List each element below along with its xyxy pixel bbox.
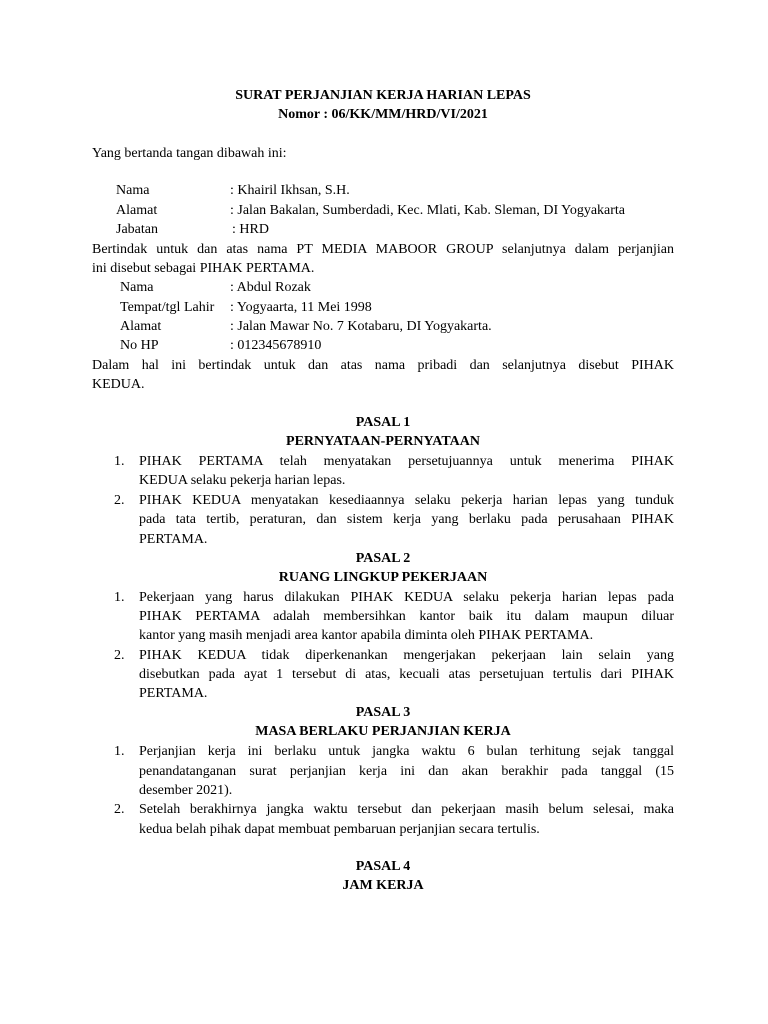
list-item-line: PIHAK KEDUA menyatakan kesediaannya selaku pekerja harian lepas yang tunduk bbox=[139, 493, 674, 508]
pasal-heading: MASA BERLAKU PERJANJIAN KERJA bbox=[255, 724, 511, 739]
first-party-statement-line: ini disebut sebagai PIHAK PERTAMA. bbox=[92, 261, 315, 276]
pasal-heading: PERNYATAAN-PERNYATAAN bbox=[286, 434, 480, 449]
list-number: 1. bbox=[114, 590, 125, 605]
pasal-number: PASAL 3 bbox=[355, 705, 411, 720]
field-value: : 012345678910 bbox=[230, 338, 322, 353]
list-item-line: pada tata tertib, peraturan, dan sistem kerja yang berlaku pada perusahaan PIHAK bbox=[139, 512, 674, 527]
list-item-line: PERTAMA. bbox=[139, 532, 208, 547]
list-number: 1. bbox=[114, 744, 125, 759]
field-value: : Jalan Mawar No. 7 Kotabaru, DI Yogyakarta. bbox=[230, 319, 492, 334]
list-item-line: PIHAK PERTAMA adalah membersihkan kantor baik itu dalam maupun diluar bbox=[139, 609, 674, 624]
pasal-heading: RUANG LINGKUP PEKERJAAN bbox=[278, 570, 488, 585]
field-value: : Abdul Rozak bbox=[230, 280, 311, 295]
list-item-line: PERTAMA. bbox=[139, 686, 208, 701]
pasal-heading: JAM KERJA bbox=[342, 878, 424, 893]
field-label: Nama bbox=[116, 183, 150, 198]
field-value: : Yogyaarta, 11 Mei 1998 bbox=[230, 300, 372, 315]
list-item-line: KEDUA selaku pekerja harian lepas. bbox=[139, 473, 346, 488]
field-label: Alamat bbox=[120, 319, 162, 334]
field-value: : HRD bbox=[232, 222, 269, 237]
field-label: Tempat/tgl Lahir bbox=[120, 300, 215, 315]
list-number: 2. bbox=[114, 648, 125, 663]
list-item-line: kedua belah pihak dapat membuat pembaruan perjanjian secara tertulis. bbox=[139, 822, 540, 837]
field-label: Alamat bbox=[116, 203, 158, 218]
field-label: No HP bbox=[120, 338, 159, 353]
first-party-statement-line: Bertindak untuk dan atas nama PT MEDIA MABOOR GROUP selanjutnya dalam perjanjian bbox=[92, 242, 674, 257]
list-number: 2. bbox=[114, 493, 125, 508]
list-number: 2. bbox=[114, 802, 125, 817]
list-number: 1. bbox=[114, 454, 125, 469]
field-value: : Jalan Bakalan, Sumberdadi, Kec. Mlati, Kab. Sleman, DI Yogyakarta bbox=[230, 203, 626, 218]
list-item-line: kantor yang masih menjadi area kantor apabila diminta oleh PIHAK PERTAMA. bbox=[139, 628, 594, 643]
field-label: Jabatan bbox=[116, 222, 158, 237]
pasal-number: PASAL 1 bbox=[355, 415, 411, 430]
list-item-line: Perjanjian kerja ini berlaku untuk jangka waktu 6 bulan terhitung sejak tanggal bbox=[139, 744, 674, 759]
list-item-line: penandatanganan surat perjanjian kerja ini dan akan berakhir pada tanggal (15 bbox=[139, 764, 674, 779]
list-item-line: desember 2021). bbox=[139, 783, 233, 798]
intro-text: Yang bertanda tangan dibawah ini: bbox=[92, 146, 287, 161]
field-value: : Khairil Ikhsan, S.H. bbox=[230, 183, 350, 198]
pasal-number: PASAL 2 bbox=[355, 551, 411, 566]
list-item-line: Pekerjaan yang harus dilakukan PIHAK KEDUA selaku pekerja harian lepas pada bbox=[139, 590, 674, 605]
field-label: Nama bbox=[120, 280, 154, 295]
list-item-line: PIHAK PERTAMA telah menyatakan persetujuannya untuk menerima PIHAK bbox=[139, 454, 674, 469]
pasal-number: PASAL 4 bbox=[355, 859, 411, 874]
list-item-line: disebutkan pada ayat 1 tersebut di atas, kecuali atas persetujuan tertulis dari PIHAK bbox=[139, 667, 674, 682]
list-item-line: PIHAK KEDUA tidak diperkenankan mengerjakan pekerjaan lain selain yang bbox=[139, 648, 674, 663]
second-party-statement-line: Dalam hal ini bertindak untuk dan atas nama pribadi dan selanjutnya disebut PIHAK bbox=[92, 358, 674, 373]
second-party-statement-line: KEDUA. bbox=[92, 377, 145, 392]
list-item-line: Setelah berakhirnya jangka waktu tersebut dan pekerjaan masih belum selesai, maka bbox=[139, 802, 674, 817]
document-title: SURAT PERJANJIAN KERJA HARIAN LEPAS bbox=[235, 88, 531, 103]
document-number: Nomor : 06/KK/MM/HRD/VI/2021 bbox=[278, 107, 488, 122]
